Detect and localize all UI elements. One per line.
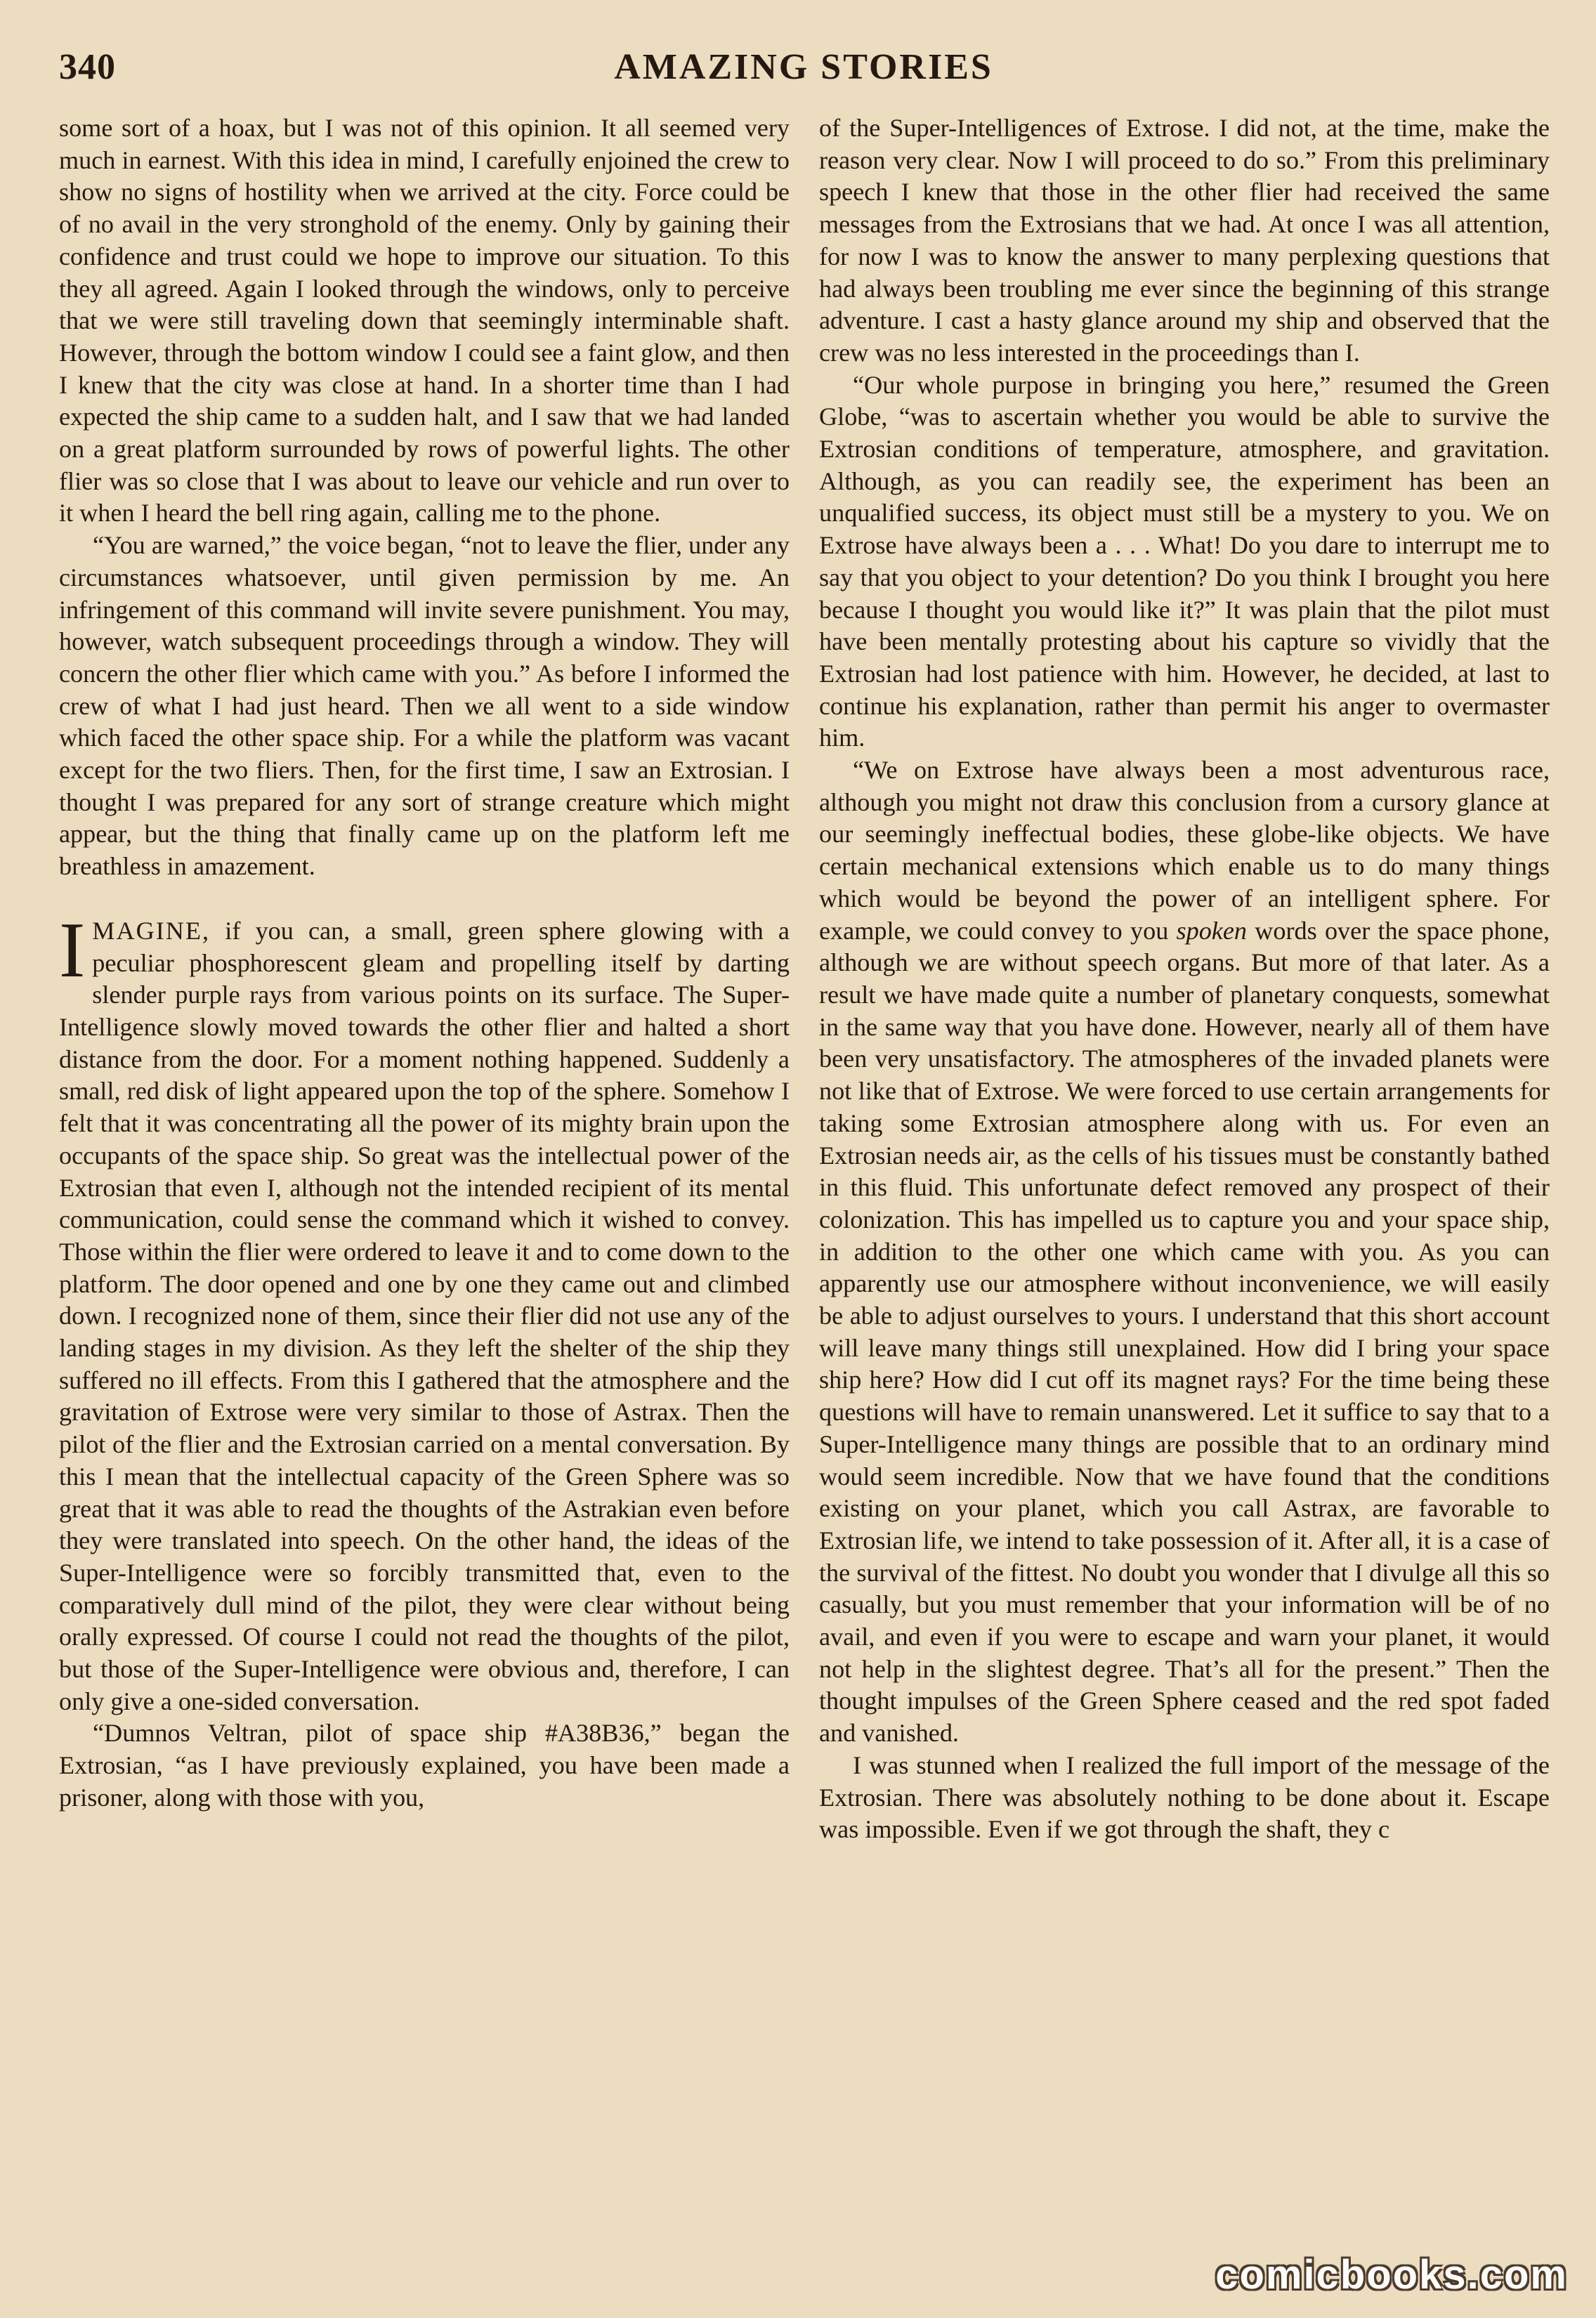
running-head: AMAZING STORIES: [614, 47, 993, 87]
left-column: [59, 112, 790, 1814]
paragraph: “You are warned,” the voice began, “not to leave the flier, under any circumstances whatsoever, until given permission by me. An infringement of this command will invite severe punishment. You may, however, watch subsequent proceedings through a window. They will concern the other flier which came with you.” As before I informed the crew of what I had just heard. Then we all went to a side window which faced the other space ship. For a while the platform was vacant except for the two fliers. Then, for the first time, I saw an Extrosian. I thought I was prepared for any sort of strange creature which might appear, but the thing that finally came up on the platform left me breathless in amazement.: [59, 531, 790, 881]
right-column: [819, 112, 1550, 1846]
paragraph: some sort of a hoax, but I was not of this opinion. It all seemed very much in earnest. With this idea in mind, I carefully enjoined the crew to show no signs of hostility when we arrived at the city. Force could be of no avail in the very stronghold of the enemy. Only by gaining their confidence and trust could we hope to improve our situation. To this they all agreed. Again I looked through the windows, only to perceive that we were still traveling down that seemingly interminable shaft. However, through the bottom window I could see a faint glow, and then I knew that the city was close at hand. In a shorter time than I had expected the ship came to a sudden halt, and I saw that we had landed on a great platform surrounded by rows of powerful lights. The other flier was so close that I was about to leave our vehicle and run over to it when I heard the bell ring again, calling me to the phone.: [59, 114, 790, 528]
section-opening-paragraph: [59, 906, 790, 1718]
paragraph-text: “We on Extrose have always been a most adventurous race, although you might not draw this conclusion from a cursory glance at our seemingly ineffectual bodies, these globe-like objects. We have certain mechanical extensions which enable us to do many things which would be beyond the power of an intelligent sphere. For example, we could convey to you: [819, 756, 1550, 945]
page-header: [59, 34, 1548, 104]
watermark-logo: comicbooks.com: [1215, 2252, 1568, 2298]
paragraph: “Our whole purpose in bringing you here,” resumed the Green Globe, “was to ascertain whether you would be able to survive the Extrosian conditions of temperature, atmosphere, and gravitation. Although, as you can readily see, the experiment has been an unqualified success, its object must still be a mystery to you. We on Extrose have always been a . . . What! Do you dare to interrupt me to say that you object to your detention? Do you think I brought you here because I thought you would like it?” It was plain that the pilot must have been mentally protesting about his capture so vividly that the Extrosian had lost patience with him. However, he decided, at last to continue his explanation, rather than permit his anger to overmaster him.: [819, 370, 1550, 752]
page-number: 340: [59, 47, 116, 87]
italic-word: spoken: [1176, 916, 1248, 945]
paragraph-text: if you can, a small, green sphere glowing with a peculiar phosphorescent gleam and propelling itself by darting slender purple rays from various points on its surface. The Super-Intelligence slowly moved towards the other flier and halted a short distance from the door. For a moment nothing happened. Suddenly a small, red disk of light appeared upon the top of the sphere. Somehow I felt that it was concentrating all the power of its mighty brain upon the occupants of the space ship. So great was the intellectual power of the Extrosian that even I, although not the intended recipient of its mental communication, could sense the command which it wished to convey. Those within the flier were ordered to leave it and to come down to the platform. The door opened and one by one they came out and climbed down. I recognized none of them, since their flier did not use any of the landing stages in my division. As they left the shelter of the ship they suffered no ill effects. From this I gathered that the atmosphere and the gravitation of Extrose were very similar to those of Astrax. Then the pilot of the flier and the Extrosian carried on a mental conversation. By this I mean that the intellectual capacity of the Green Sphere was so great that it was able to read the thoughts of the Astrakian even before they were translated into speech. On the other hand, the ideas of the Super-Intelligence were so forcibly transmitted that, even to the comparatively dull mind of the pilot, they were clear without being orally expressed. Of course I could not read the thoughts of the pilot, but those of the Super-Intelligence were obvious and, therefore, I can only give a one-sided conversation.: [59, 916, 790, 1715]
paragraph: I was stunned when I realized the full import of the message of the Extrosian. There was absolutely nothing to be done about it. Escape was impossible. Even if we got through the shaft, they c: [819, 1750, 1550, 1844]
drop-cap: I: [59, 906, 86, 994]
paragraph: of the Super-Intelligences of Extrose. I did not, at the time, make the reason very clear. Now I will proceed to do so.” From this preliminary speech I knew that those in the other flier had received the same messages from the Extrosians that we had. At once I was all attention, for now I was to know the answer to many perplexing questions that had always been troubling me ever since the beginning of this strange adventure. I cast a hasty glance around my ship and observed that the crew was no less interested in the proceedings than I.: [819, 114, 1550, 367]
paragraph: [819, 754, 1550, 1750]
opening-word: MAGINE,: [92, 916, 211, 945]
paragraph: “Dumnos Veltran, pilot of space ship #A38B36,” began the Extrosian, “as I have previously explained, you have been made a prisoner, along with those with you,: [59, 1719, 790, 1812]
paragraph-text: words over the space phone, although we are without speech organs. But more of that later. As a result we have made quite a number of planetary conquests, somewhat in the same way that you have done. However, nearly all of them have been very unsatisfactory. The atmospheres of the invaded planets were not like that of Extrose. We were forced to use certain arrangements for taking some Extrosian atmosphere along with us. For even an Extrosian needs air, as the cells of his tissues must be constantly bathed in this fluid. This unfortunate defect removed any prospect of their colonization. This has impelled us to capture you and your space ship, in addition to the other one which came with you. As you can apparently use our atmosphere without inconvenience, we will easily be able to adjust ourselves to yours. I understand that this short account will leave many things still unexplained. How did I bring your space ship here? How did I cut off its magnet rays? For the time being these questions will have to remain unanswered. Let it suffice to say that to a Super-Intelligence many things are possible that to an ordinary mind would seem incredible. Now that we have found that the conditions existing on your planet, which you call Astrax, are favorable to Extrosian life, we intend to take possession of it. After all, it is a case of the survival of the fittest. No doubt you wonder that I divulge all this so casually, but you must remember that your information will be of no avail, and even if you were to escape and warn your planet, it would not help in the slightest degree. That’s all for the present.” Then the thought impulses of the Green Sphere ceased and the red spot faded and vanished.: [819, 916, 1550, 1748]
